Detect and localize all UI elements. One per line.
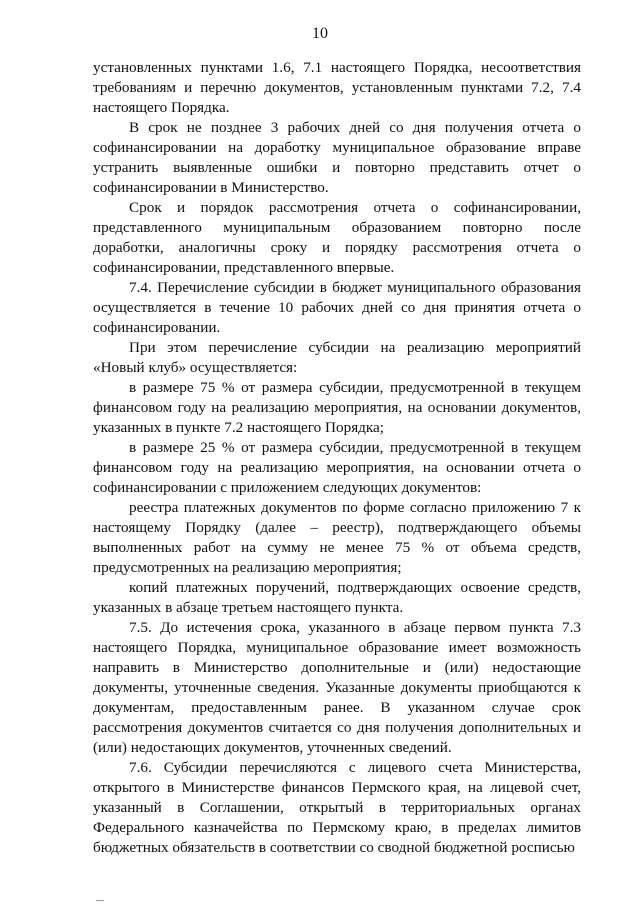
paragraph-clause-7-6: 7.6. Субсидии перечисляются с лицевого счета Министерства, открытого в Министерстве финансов Пермского края, на лицевой счет, указанный в Соглашении, открытый в территориальных органах Федерального казначейства по Пермскому краю, в пределах лимитов бюджетных обязательств в соответствии со сводной бюджетной росписью [93,759,581,856]
paragraph-continuation: установленных пунктами 1.6, 7.1 настоящего Порядка, несоответствия требованиям и перечню документов, установленным пунктами 7.2, 7.4 настоящего Порядка. [93,59,581,116]
document-body [93,58,581,858]
paragraph: Срок и порядок рассмотрения отчета о софинансировании, представленного муниципальным образованием повторно после доработки, аналогичны сроку и порядку рассмотрения отчета о софинансировании, представленного впервые. [93,199,581,276]
paragraph-clause-7-4: 7.4. Перечисление субсидии в бюджет муниципального образования осуществляется в течение 10 рабочих дней со дня принятия отчета о софинансировании. [93,279,581,336]
scan-artifact [96,900,104,901]
paragraph: в размере 75 % от размера субсидии, предусмотренной в текущем финансовом году на реализацию мероприятия, на основании документов, указанных в пункте 7.2 настоящего Порядка; [93,379,581,436]
paragraph: В срок не позднее 3 рабочих дней со дня получения отчета о софинансировании на доработку муниципальное образование вправе устранить выявленные ошибки и повторно представить отчет о софинансировании в Министерство. [93,119,581,196]
paragraph-clause-7-5: 7.5. До истечения срока, указанного в абзаце первом пункта 7.3 настоящего Порядка, муниципальное образование имеет возможность направить в Министерство дополнительные и (или) недостающие документы, уточненные сведения. Указанные документы приобщаются к документам, предоставленным ранее. В указанном случае срок рассмотрения документов считается со дня получения дополнительных и (или) недостающих документов, уточненных сведений. [93,619,581,756]
page-number: 10 [312,25,328,42]
paragraph: в размере 25 % от размера субсидии, предусмотренной в текущем финансовом году на реализацию мероприятия, на основании отчета о софинансировании с приложением следующих документов: [93,439,581,496]
paragraph: реестра платежных документов по форме согласно приложению 7 к настоящему Порядку (далее – реестр), подтверждающего объемы выполненных работ на сумму не менее 75 % от объема средств, предусмотренных на реализацию мероприятия; [93,499,581,576]
paragraph: копий платежных поручений, подтверждающих освоение средств, указанных в абзаце третьем настоящего пункта. [93,579,581,616]
paragraph: При этом перечисление субсидии на реализацию мероприятий «Новый клуб» осуществляется: [93,339,581,376]
